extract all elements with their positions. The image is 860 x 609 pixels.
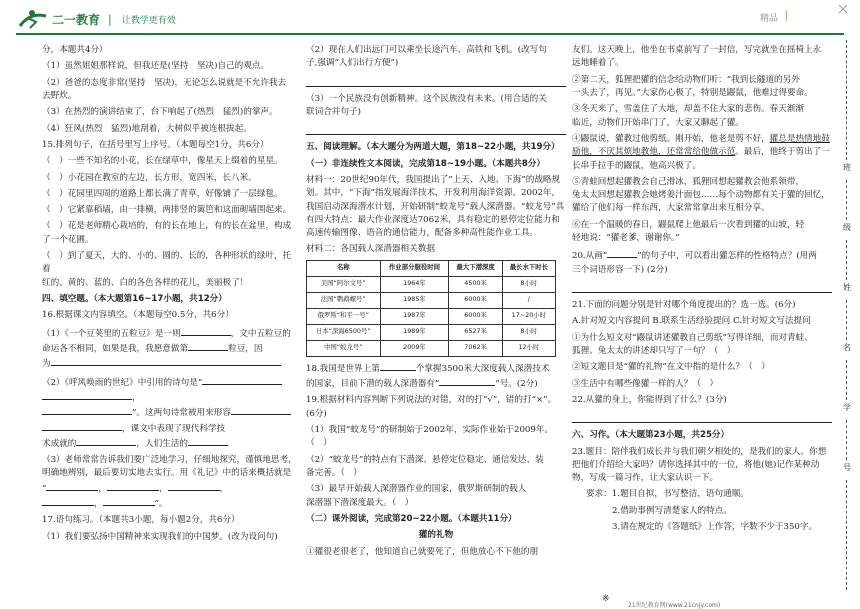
- sentence-item: （ ）花是老师精心栽培的，有的长在地上，有的长在盆里，构成 了一个花圃。: [42, 221, 292, 245]
- binding-dash-line: [846, 420, 847, 460]
- question-17: 17.语句练习。（本题共3小题，每小题2分，共6分）: [42, 515, 240, 526]
- logo-text: 二一教育: [52, 12, 101, 27]
- binding-label: 学: [843, 403, 851, 412]
- section-5-heading: 五、阅读理解。（本大题分为两道大题，第18~22小题，共19分）: [306, 142, 560, 153]
- table-cell: 8小时: [502, 324, 555, 340]
- question-16: 16.根据课文内容填空。（本题每空0.5分，共6分）: [42, 310, 234, 321]
- answer-line: [306, 122, 566, 135]
- runner-logo-icon: [18, 8, 48, 30]
- answer-line: [572, 410, 832, 423]
- table-cell: 4500米: [449, 276, 502, 292]
- question-21-3: ③生活中有哪些像獾一样的人？（ ）: [572, 378, 719, 389]
- story-paragraph: ③冬天来了，雪盖住了大地，却盖不住大家的悲伤。春天渐渐 临近，动物们开始串门了，大家又聊起了獾。: [572, 104, 805, 128]
- answer-line: [572, 280, 832, 293]
- question-19-1: （1）我国“蛟龙号”的研制始于2002年，实际作业始于2009年。 （ ）: [306, 425, 554, 449]
- column-middle: [306, 44, 566, 562]
- table-cell: 6000米: [449, 308, 502, 324]
- table-row: [307, 292, 556, 308]
- question-16-1: （1）《一个豆荚里的五粒豆》是一则 ，文中五粒豆的 命运各不相同，如果是我，我愿意做第 粒豆，因 为: [42, 326, 298, 372]
- table-cell: 17~20小时: [502, 308, 555, 324]
- question-15: 15.排列句子，在括号里写上序号。（本题每空1分，共6分）: [42, 139, 269, 150]
- table-cell: 12小时: [502, 340, 555, 356]
- question-23: 23.题目：陪伴我们成长并与我们朝夕相处的，是我们的家人。你想 把他们介绍给大家吗？请你选择其中的一位，将他(她)记作某种动 物，写成一篇习作，让大家认识一下。: [572, 446, 827, 484]
- story-paragraph: ⑤青蛙回想起獾教会自己滑冰，狐狸回想起獾教会他系领带， 兔太太回想起獾教会她烤姜汁面包……每个动物都有关于獾的回忆， 獾给了他们每一样东西，大家常常拿出来互相分享。: [572, 176, 830, 214]
- underlined-sentence: 獾总是热情地鼓励他，不厌其烦地教他，还常常给他做示范: [572, 133, 830, 158]
- table-row: [307, 324, 556, 340]
- sentence-item: （ ）它紧靠稻墙，由一排横，两排竖的篱笆和这面砌墙围起来。: [42, 205, 292, 216]
- question-16-2: （2）《呼风唤雨的世纪》中引用的诗句是“ ， ”。这两句诗常被用来形容 ，课文中表现了现代科学技 术成就的 ，人们生活的: [42, 375, 298, 452]
- header-rule: [16, 33, 844, 35]
- text-line: （2）爸爸的态度非常(坚持 坚决)，无论怎么说就是不允许我去 去野炊。: [42, 77, 287, 101]
- question-16-3: （3）老师常常告诉我们要广泛地学习，仔细地探究，谨慎地思考， 明确地辨别，最后要切实地去实行。用《礼记》中的话来概括就是 “ ， ， ， ， ”。: [42, 455, 297, 510]
- binding-label: 班: [843, 163, 851, 172]
- corner-mark-icon: [838, 4, 848, 14]
- story-title: 獾的礼物: [418, 530, 454, 541]
- table-cell: 1985年: [380, 292, 449, 308]
- table-cell: 俄罗斯“和平一号”: [307, 308, 381, 324]
- page-header: [0, 0, 860, 40]
- table-cell: 2009年: [380, 340, 449, 356]
- question-21: 21.下面的问题分别是针对哪个角度提出的？选一选。(6分): [572, 300, 796, 310]
- table-cell: 7062米: [449, 340, 502, 356]
- binding-sidebar: [838, 40, 856, 600]
- table-row: [307, 308, 556, 324]
- story-paragraph: ④鼹鼠说，獾教过他剪纸。刚开始，他老是剪不好，獾总是热情地鼓励他，不厌其烦地教他，还常常给他做示范。最后，他终于剪出了一长串手拉手的鼹鼠，他高兴极了。: [572, 133, 830, 171]
- premium-label: 精品: [759, 14, 778, 24]
- table-cell: /: [502, 292, 555, 308]
- slogan: 让教学更有效: [121, 15, 176, 26]
- question-19-3: （3）最早开始载人深潜器作业的国家，俄罗斯研制的载人 深潜器下潜深度最大。（ ）: [306, 484, 527, 508]
- table-row: [307, 340, 556, 356]
- question-21-options: A.针对短文内容提问 B.联系生活经验提问 C.针对短文写法提问: [572, 316, 811, 327]
- binding-dash-line: [846, 480, 847, 590]
- question-20: 20.从画“ ”的句子中，可以看出獾怎样的性格特点？(用两 三个词语形容一下) (2分): [572, 248, 832, 277]
- story-paragraph: ⑥在一个温暖的春日，鼹鼠爬上他最后一次看到獾的山坡，轻 轻地说：“獾老爹，谢谢你。”: [572, 219, 805, 244]
- question-17-1: （1）我们要弘扬中国精神来实现我们的中国梦。(改为设问句): [42, 531, 278, 542]
- question-21-1: ①为什么短文对“鼹鼠讲述獾教自己剪纸”写得详细，而对青蛙、 狐狸、兔太太的讲述却只写了一句？（ ）: [572, 332, 813, 356]
- binding-label: 名: [843, 343, 851, 352]
- table-cell: 美国“阿尔文号”: [307, 276, 381, 292]
- question-19-2: （2）“蛟龙号”的特点有下潜深、悬停定位稳定、通信发达、装 备完善。（ ）: [306, 454, 544, 478]
- column-right: [572, 44, 832, 537]
- answer-line: [306, 74, 566, 87]
- question-22: 22.从獾的身上，你能得到了什么？(3分): [572, 394, 727, 405]
- binding-label: 号: [843, 463, 851, 472]
- material-2: 材料二：各国载人深潜器相关数据: [306, 244, 435, 255]
- table-cell: 8小时: [502, 276, 555, 292]
- section-4-heading: 四、填空题。（本大题第16~17小题，共12分）: [42, 294, 227, 304]
- table-cell: 6527米: [449, 324, 502, 340]
- slogan-divider: |: [108, 12, 112, 26]
- text-line: （1）虽然姐姐那样说，但我还是(坚持 坚决)自己的观点。: [42, 61, 270, 72]
- binding-dash-line: [846, 360, 847, 400]
- footer-watermark: 21世纪教育网(www.21cnjy.com): [628, 602, 721, 609]
- binding-dash-line: [846, 180, 847, 220]
- table-header: 最大下潜深度: [449, 260, 502, 276]
- sentence-item: （ ）花园里四周的道路上都长满了青草，好像铺了一层绿毯。: [42, 188, 283, 199]
- column-left: [42, 44, 298, 547]
- question-18: 18.我国是世界上第 个掌握3500米大深度载人深潜技术 的国家，目前下潜的载人深潜器有“ ”号。(2分): [306, 361, 566, 392]
- table-header: 最长水下时长: [502, 260, 555, 276]
- section-6-heading: 六、习作。（本大题第23小题，共25分）: [572, 430, 730, 441]
- text-line: 分，本题共4分）: [42, 45, 108, 55]
- table-cell: 日本“深海6500号”: [307, 324, 381, 340]
- premium-divider: |: [784, 10, 788, 21]
- binding-dash-line: [846, 240, 847, 280]
- table-cell: 6000米: [449, 292, 502, 308]
- requirement-2: 2.借助事例写清楚家人的特点。: [612, 505, 732, 516]
- brand-logo: [18, 6, 176, 32]
- table-header: 作业部分服役时间: [380, 260, 449, 276]
- subsection-2-heading: （二）课外阅读，完成第20~22小题。（本题共11分）: [306, 513, 517, 524]
- binding-label: 级: [843, 223, 851, 232]
- footer-mark: ※: [602, 594, 610, 604]
- table-cell: 1987年: [380, 308, 449, 324]
- requirement-1: 要求：1.题目自拟，书写整洁，语句通顺。: [586, 489, 749, 500]
- question-19: 19.根据材料内容判断下列说法的对错，对的打“√”，错的打“×”。 (6分): [306, 395, 557, 419]
- subsection-1-heading: （一）非连续性文本阅读，完成第18~19小题。（本题共8分）: [306, 158, 546, 169]
- table-header: 名称: [307, 260, 381, 276]
- story-paragraph: ②第二天，狐狸把獾的信念给动物们听：“我到长隧道的另外 一头去了，再见。”大家伤心极了，特别是鼹鼠，他难过得要命。: [572, 74, 813, 98]
- submersible-table: [306, 260, 556, 357]
- sentence-item: （ ）小花园在教室的左边，长方形，宽四米，长八米。: [42, 172, 257, 183]
- table-row: [307, 276, 556, 292]
- question-21-2: ②短文题目是“獾的礼物”在文中指的是什么？（ ）: [572, 362, 770, 373]
- requirement-3: 3.请在规定的《答题纸》上作答，字数不少于350字。: [612, 522, 818, 533]
- text-line: （4）狂风(热烈 猛烈)地刮着，大树似乎被连根拔起。: [42, 123, 252, 134]
- table-cell: 1989年: [380, 324, 449, 340]
- story-paragraph: 友们。这天晚上，他坐在书桌前写了一封信，写完就坐在摇椅上永 远地睡着了。: [572, 45, 822, 69]
- text-line: （3）在热烈的演讲结束了，台下响起了(热烈 猛烈)的掌声。: [42, 107, 278, 118]
- story-paragraph: ①獾很老很老了，他知道自己就要死了，但他放心不下他的朋: [306, 546, 539, 557]
- sentence-item: （ ）到了夏天，大的、小的、圆的、长的，各种形状的绿叶，托着 红的、黄的、蓝的、白的各色各样的花儿，美丽极了！: [42, 251, 292, 288]
- material-1: 材料一：20世纪90年代，我国提出了“上天、入地、下海”的战略规划。其中，“下海”指发展海洋技术，开发利用海洋资源。2002年，我国启动深海潜水计划，开始研制“蛟龙号”载人深潜器。“蛟龙号”具有四大特点：最大作业深度达7062米，具有稳定的悬停定位能力和高速传输图像、语音的通信能力，配备多种高性能作业工具。: [306, 174, 565, 239]
- table-cell: 中国“蛟龙号”: [307, 340, 381, 356]
- table-cell: 法国“鹦鹉螺号”: [307, 292, 381, 308]
- table-cell: 1964年: [380, 276, 449, 292]
- question-17-3: （3）一个民族没有创新精神。这个民族没有未来。(用合适的关 联词合并句子): [306, 93, 547, 117]
- binding-dash-line: [846, 300, 847, 340]
- question-17-2: （2）现在人们出远门可以乘坐长途汽车、高铁和飞机。(改写句 子,强调“人们出行方便”): [306, 45, 547, 69]
- binding-dash-line: [846, 40, 847, 160]
- binding-label: 姓: [843, 283, 851, 292]
- sentence-item: （ ）一些不知名的小花，长在绿草中，像星天上缀着的星星。: [42, 156, 283, 167]
